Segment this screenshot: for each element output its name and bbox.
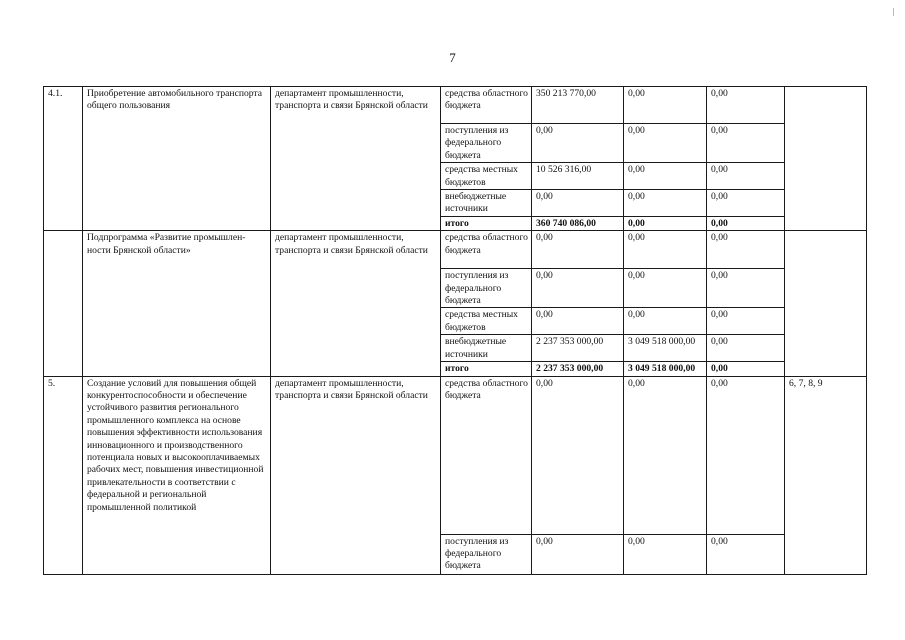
funding-source: средства областного бюджета — [441, 376, 532, 534]
amount-1: 0,00 — [532, 231, 624, 269]
budget-table — [43, 86, 867, 575]
funding-source: средства местных бюджетов — [441, 163, 532, 190]
item-name: Подпрограмма «Развитие промышлен-ности Брянской области» — [83, 231, 271, 376]
item-note — [785, 231, 867, 376]
funding-source: средства областного бюджета — [441, 231, 532, 269]
amount-2: 0,00 — [624, 190, 707, 217]
amount-3: 0,00 — [707, 231, 785, 269]
item-number — [44, 231, 83, 376]
amount-1: 360 740 086,00 — [532, 216, 624, 230]
amount-2: 0,00 — [624, 124, 707, 163]
funding-source-total: итого — [441, 362, 532, 376]
amount-3: 0,00 — [707, 335, 785, 362]
funding-source: внебюджетные источники — [441, 335, 532, 362]
funding-source: поступления из федерального бюджета — [441, 534, 532, 574]
amount-1: 0,00 — [532, 269, 624, 308]
amount-2: 3 049 518 000,00 — [624, 362, 707, 376]
amount-1: 0,00 — [532, 190, 624, 217]
funding-source: внебюджетные источники — [441, 190, 532, 217]
amount-2: 0,00 — [624, 308, 707, 335]
item-name: Приобретение автомобильного транспорта общего пользования — [83, 87, 271, 231]
amount-3: 0,00 — [707, 163, 785, 190]
table-row — [44, 231, 867, 269]
amount-2: 0,00 — [624, 269, 707, 308]
amount-1: 2 237 353 000,00 — [532, 362, 624, 376]
amount-3: 0,00 — [707, 308, 785, 335]
item-executor: департамент промышленности, транспорта и связи Брянской области — [271, 231, 441, 376]
amount-3: 0,00 — [707, 269, 785, 308]
amount-3: 0,00 — [707, 376, 785, 534]
amount-3: 0,00 — [707, 87, 785, 124]
funding-source: средства областного бюджета — [441, 87, 532, 124]
item-number: 4.1. — [44, 87, 83, 231]
amount-3: 0,00 — [707, 534, 785, 574]
item-executor: департамент промышленности, транспорта и связи Брянской области — [271, 376, 441, 574]
amount-3: 0,00 — [707, 190, 785, 217]
amount-1: 0,00 — [532, 124, 624, 163]
amount-2: 0,00 — [624, 163, 707, 190]
amount-2: 3 049 518 000,00 — [624, 335, 707, 362]
item-note: 6, 7, 8, 9 — [785, 376, 867, 574]
table-row — [44, 376, 867, 534]
amount-1: 2 237 353 000,00 — [532, 335, 624, 362]
amount-1: 10 526 316,00 — [532, 163, 624, 190]
funding-source-total: итого — [441, 216, 532, 230]
funding-source: средства местных бюджетов — [441, 308, 532, 335]
item-name: Создание условий для повышения общей конкурентоспособности и обеспечение устойчивого развития регионального промышленного комплекса на основе повышения эффективности использования инновационного и производственного потенциала новых и высокооплачиваемых рабочих мест, повышения инвестиционной привлекательности в соответствии с федеральной и региональной промышленной политикой — [83, 376, 271, 574]
amount-3: 0,00 — [707, 216, 785, 230]
amount-2: 0,00 — [624, 534, 707, 574]
funding-source: поступления из федерального бюджета — [441, 269, 532, 308]
item-note — [785, 87, 867, 231]
funding-source: поступления из федерального бюджета — [441, 124, 532, 163]
amount-2: 0,00 — [624, 231, 707, 269]
item-executor: департамент промышленности, транспорта и связи Брянской области — [271, 87, 441, 231]
amount-2: 0,00 — [624, 376, 707, 534]
scan-edge-mark — [893, 8, 894, 16]
amount-1: 0,00 — [532, 376, 624, 534]
amount-2: 0,00 — [624, 216, 707, 230]
amount-3: 0,00 — [707, 124, 785, 163]
amount-1: 0,00 — [532, 308, 624, 335]
amount-3: 0,00 — [707, 362, 785, 376]
amount-1: 0,00 — [532, 534, 624, 574]
table-row — [44, 87, 867, 124]
page-number: 7 — [449, 50, 456, 65]
item-number: 5. — [44, 376, 83, 574]
amount-1: 350 213 770,00 — [532, 87, 624, 124]
amount-2: 0,00 — [624, 87, 707, 124]
